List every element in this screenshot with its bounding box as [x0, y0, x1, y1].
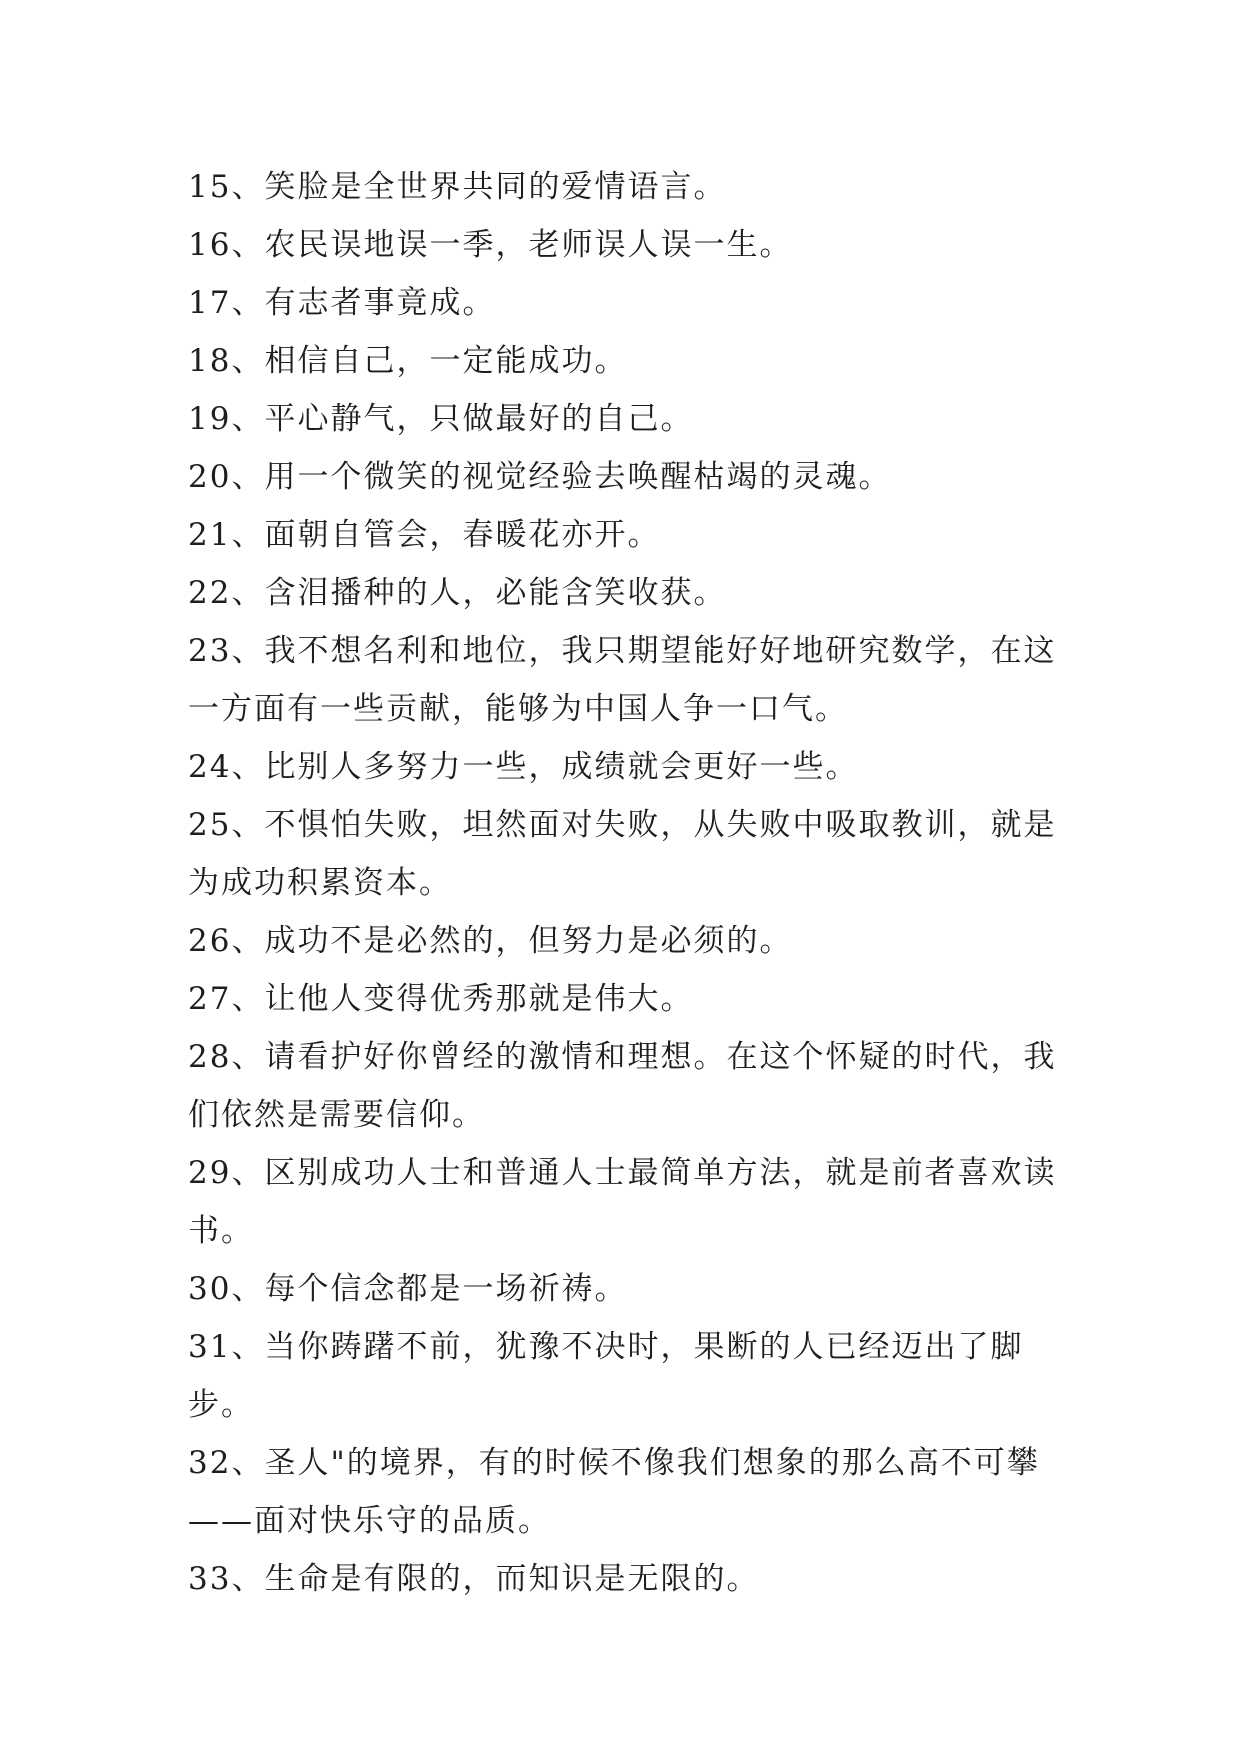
list-item: 28、请看护好你曾经的激情和理想。在这个怀疑的时代，我们依然是需要信仰。 — [188, 1039, 1057, 1133]
list-item: 17、有志者事竟成。 — [188, 285, 496, 321]
list-item: 27、让他人变得优秀那就是伟大。 — [188, 981, 694, 1017]
list-item: 26、成功不是必然的，但努力是必须的。 — [188, 923, 793, 959]
list-item: 24、比别人多努力一些，成绩就会更好一些。 — [188, 749, 859, 785]
list-item: 31、当你踌躇不前，犹豫不决时，果断的人已经迈出了脚步。 — [188, 1329, 1024, 1423]
list-item: 32、圣人"的境界，有的时候不像我们想象的那么高不可攀——面对快乐守的品质。 — [188, 1445, 1040, 1539]
list-item: 18、相信自己，一定能成功。 — [188, 343, 628, 379]
list-item: 25、不惧怕失败，坦然面对失败，从失败中吸取教训，就是为成功积累资本。 — [188, 807, 1057, 901]
list-item: 20、用一个微笑的视觉经验去唤醒枯竭的灵魂。 — [188, 459, 892, 495]
list-item: 15、笑脸是全世界共同的爱情语言。 — [188, 169, 727, 205]
list-item: 23、我不想名利和地位，我只期望能好好地研究数学，在这一方面有一些贡献，能够为中国人争一口气。 — [188, 633, 1057, 727]
list-item: 22、含泪播种的人，必能含笑收获。 — [188, 575, 727, 611]
list-item: 21、面朝自管会，春暖花亦开。 — [188, 517, 661, 553]
list-item: 30、每个信念都是一场祈祷。 — [188, 1271, 628, 1307]
list-item: 33、生命是有限的，而知识是无限的。 — [188, 1561, 760, 1597]
list-item: 16、农民误地误一季，老师误人误一生。 — [188, 227, 793, 263]
list-item: 19、平心静气，只做最好的自己。 — [188, 401, 694, 437]
list-item: 29、区别成功人士和普通人士最简单方法，就是前者喜欢读书。 — [188, 1155, 1057, 1249]
document-body — [188, 158, 1058, 1608]
